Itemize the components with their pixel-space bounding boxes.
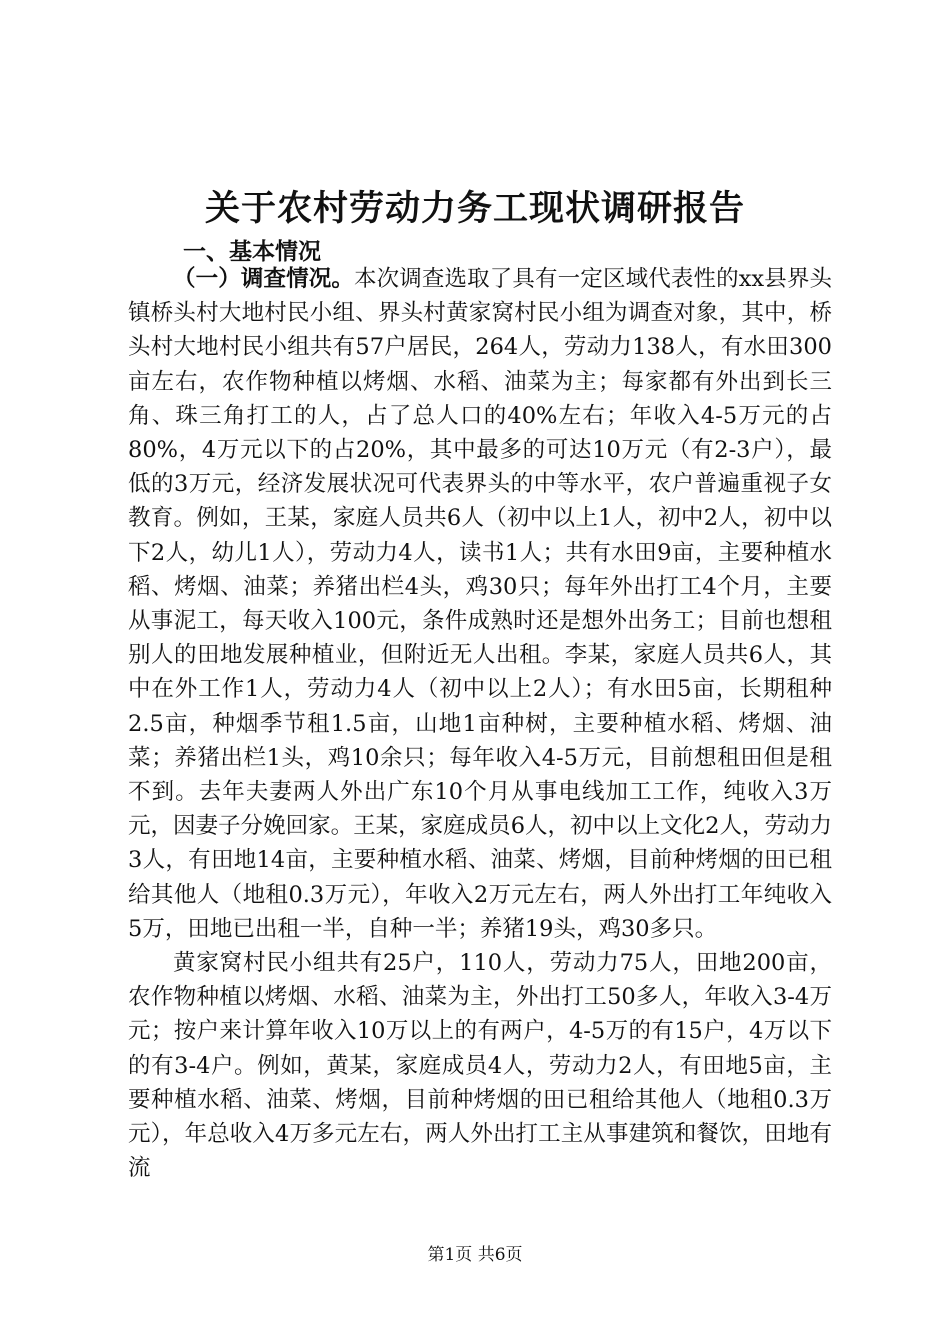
document-title: 关于农村劳动力务工现状调研报告 — [204, 188, 745, 229]
section-heading: 一、基本情况 — [183, 238, 321, 265]
subsection-lead: （一）调查情况。 — [173, 266, 355, 292]
document-body — [128, 262, 832, 1185]
paragraph-survey — [128, 262, 832, 946]
paragraph-huangjiawo: 黄家窝村民小组共有25户，110人，劳动力75人，田地200亩，农作物种植以烤烟、水稻、油菜为主，外出打工50多人，年收入3-4万元；按户来计算年收入10万以上的有两户，4-5万的有15户，4万以下的有3-4户。例如，黄某，家庭成员4人，劳动力2人，有田地5亩，主要种植水稻、油菜、烤烟，目前种烤烟的田已租给其他人（地租0.3万元），年总收入4万多元左右，两人外出打工主从事建筑和餐饮，田地有流 — [128, 950, 832, 1182]
page-number-footer: 第1页 共6页 — [427, 1245, 523, 1265]
paragraph-survey-text: 本次调查选取了具有一定区域代表性的xx县界头镇桥头村大地村民小组、界头村黄家窝村民小组为调查对象，其中，桥头村大地村民小组共有57户居民，264人，劳动力138人，有水田300亩左右，农作物种植以烤烟、水稻、油菜为主；每家都有外出到长三角、珠三角打工的人，占了总人口的40%左右；年收入4-5万元的占80%，4万元以下的占20%，其中最多的可达10万元（有2-3户），最低的3万元，经济发展状况可代表界头的中等水平，农户普遍重视子女教育。例如，王某，家庭人员共6人（初中以上1人，初中2人，初中以下2人，幼儿1人），劳动力4人，读书1人；共有水田9亩，主要种植水稻、烤烟、油菜；养猪出栏4头，鸡30只；每年外出打工4个月，主要从事泥工，每天收入100元，条件成熟时还是想外出务工；目前也想租别人的田地发展种植业，但附近无人出租。李某，家庭人员共6人，其中在外工作1人，劳动力4人（初中以上2人）；有水田5亩，长期租种2.5亩，种烟季节租1.5亩，山地1亩种树，主要种植水稻、烤烟、油菜；养猪出栏1头，鸡10余只；每年收入4-5万元，目前想租田但是租不到。去年夫妻两人外出广东10个月从事电线加工工作，纯收入3万元，因妻子分娩回家。王某，家庭成员6人，初中以上文化2人，劳动力3人，有田地14亩，主要种植水稻、油菜、烤烟，目前种烤烟的田已租给其他人（地租0.3万元），年收入2万元左右，两人外出打工年纯收入5万，田地已出租一半，自种一半；养猪19头，鸡30多只。 — [128, 266, 832, 942]
